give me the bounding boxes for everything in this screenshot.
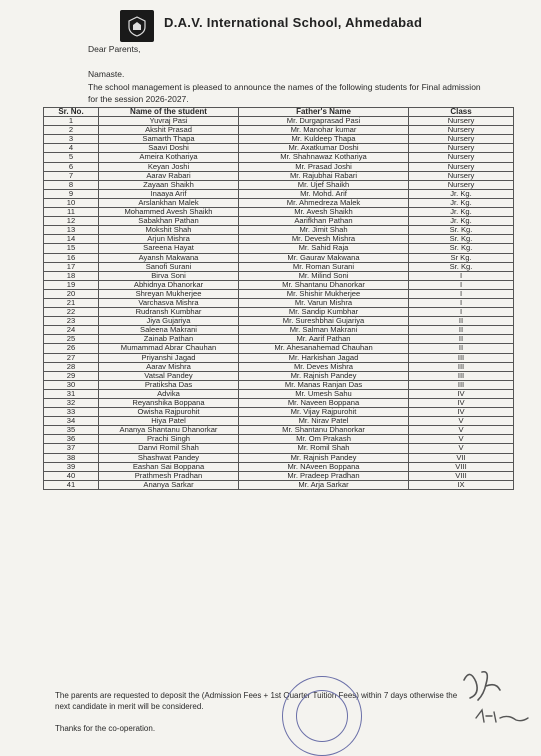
cell-class: Jr. Kg. bbox=[409, 189, 514, 198]
cell-student-name: Rudransh Kumbhar bbox=[99, 308, 239, 317]
table-row bbox=[44, 399, 514, 408]
cell-class: I bbox=[409, 308, 514, 317]
table-row bbox=[44, 389, 514, 398]
cell-student-name: Danvi Romil Shah bbox=[99, 444, 239, 453]
school-stamp bbox=[282, 676, 362, 756]
cell-student-name: Yuvraj Pasi bbox=[99, 117, 239, 126]
cell-student-name: Arjun Mishra bbox=[99, 235, 239, 244]
cell-student-name: Ananya Shantanu Dhanorkar bbox=[99, 426, 239, 435]
cell-class: V bbox=[409, 444, 514, 453]
cell-sr-no: 12 bbox=[44, 217, 99, 226]
header-sr-no: Sr. No. bbox=[44, 108, 99, 117]
cell-father-name: Mr. Rajnish Pandey bbox=[239, 371, 409, 380]
cell-father-name: Mr. Kuldeep Thapa bbox=[239, 135, 409, 144]
cell-student-name: Priyanshi Jagad bbox=[99, 353, 239, 362]
cell-sr-no: 6 bbox=[44, 162, 99, 171]
cell-father-name: Mr. Ahesanahemad Chauhan bbox=[239, 344, 409, 353]
cell-student-name: Sabakhan Pathan bbox=[99, 217, 239, 226]
cell-class: Jr. Kg. bbox=[409, 198, 514, 207]
cell-father-name: Mr. Manohar kumar bbox=[239, 126, 409, 135]
cell-class: II bbox=[409, 344, 514, 353]
cell-father-name: Mr. Salman Makrani bbox=[239, 326, 409, 335]
table-row bbox=[44, 335, 514, 344]
cell-father-name: Mr. Romil Shah bbox=[239, 444, 409, 453]
cell-sr-no: 30 bbox=[44, 380, 99, 389]
cell-sr-no: 26 bbox=[44, 344, 99, 353]
cell-student-name: Keyan Joshi bbox=[99, 162, 239, 171]
cell-class: VIII bbox=[409, 462, 514, 471]
cell-sr-no: 33 bbox=[44, 408, 99, 417]
table-row bbox=[44, 380, 514, 389]
cell-class: Nursery bbox=[409, 117, 514, 126]
table-row bbox=[44, 235, 514, 244]
cell-sr-no: 13 bbox=[44, 226, 99, 235]
cell-class: Sr. Kg. bbox=[409, 226, 514, 235]
greeting: Namaste. bbox=[88, 69, 125, 79]
cell-sr-no: 40 bbox=[44, 471, 99, 480]
cell-father-name: Mr. Manas Ranjan Das bbox=[239, 380, 409, 389]
cell-father-name: Mr. Sureshbhai Gujariya bbox=[239, 317, 409, 326]
table-row bbox=[44, 171, 514, 180]
cell-class: V bbox=[409, 417, 514, 426]
cell-sr-no: 24 bbox=[44, 326, 99, 335]
cell-class: IV bbox=[409, 399, 514, 408]
cell-student-name: Shashwat Pandey bbox=[99, 453, 239, 462]
cell-sr-no: 1 bbox=[44, 117, 99, 126]
cell-sr-no: 29 bbox=[44, 371, 99, 380]
cell-father-name: Mr. Om Prakash bbox=[239, 435, 409, 444]
cell-student-name: Ameira Kothariya bbox=[99, 153, 239, 162]
cell-father-name: Mr. Deves Mishra bbox=[239, 362, 409, 371]
cell-sr-no: 23 bbox=[44, 317, 99, 326]
cell-father-name: Mr. Nirav Patel bbox=[239, 417, 409, 426]
cell-sr-no: 36 bbox=[44, 435, 99, 444]
table-row bbox=[44, 462, 514, 471]
cell-student-name: Zainab Pathan bbox=[99, 335, 239, 344]
cell-class: IV bbox=[409, 389, 514, 398]
cell-father-name: Mr. Rajnish Pandey bbox=[239, 453, 409, 462]
table-row bbox=[44, 435, 514, 444]
table-row bbox=[44, 144, 514, 153]
cell-class: I bbox=[409, 280, 514, 289]
cell-sr-no: 21 bbox=[44, 298, 99, 307]
table-row bbox=[44, 344, 514, 353]
cell-sr-no: 7 bbox=[44, 171, 99, 180]
cell-student-name: Akshit Prasad bbox=[99, 126, 239, 135]
cell-student-name: Sareena Hayat bbox=[99, 244, 239, 253]
cell-father-name: Mr. Shahnawaz Kothariya bbox=[239, 153, 409, 162]
cell-student-name: Mokshit Shah bbox=[99, 226, 239, 235]
table-body bbox=[44, 117, 514, 490]
cell-father-name: Mr. Devesh Mishra bbox=[239, 235, 409, 244]
cell-student-name: Aarav Rabari bbox=[99, 171, 239, 180]
cell-father-name: Mr. Gaurav Makwana bbox=[239, 253, 409, 262]
header-class: Class bbox=[409, 108, 514, 117]
cell-class: VIII bbox=[409, 471, 514, 480]
table-header-row bbox=[44, 108, 514, 117]
cell-student-name: Mumammad Abrar Chauhan bbox=[99, 344, 239, 353]
intro-paragraph: The school management is pleased to announce the names of the following students for Final admission for the session 2026-2027. bbox=[88, 82, 481, 104]
table-row bbox=[44, 317, 514, 326]
thanks-line: Thanks for the co-operation. bbox=[55, 724, 156, 733]
table-row bbox=[44, 244, 514, 253]
students-table bbox=[43, 107, 514, 490]
cell-class: III bbox=[409, 353, 514, 362]
table-row bbox=[44, 408, 514, 417]
cell-class: IV bbox=[409, 408, 514, 417]
cell-sr-no: 19 bbox=[44, 280, 99, 289]
table-row bbox=[44, 217, 514, 226]
cell-student-name: Samarth Thapa bbox=[99, 135, 239, 144]
cell-sr-no: 34 bbox=[44, 417, 99, 426]
cell-sr-no: 38 bbox=[44, 453, 99, 462]
table-row bbox=[44, 135, 514, 144]
cell-student-name: Arslankhan Malek bbox=[99, 198, 239, 207]
cell-class: III bbox=[409, 362, 514, 371]
cell-sr-no: 8 bbox=[44, 180, 99, 189]
cell-father-name: Mr. Axatkumar Doshi bbox=[239, 144, 409, 153]
cell-student-name: Mohammed Avesh Shaikh bbox=[99, 208, 239, 217]
cell-father-name: Mr. Rajubhai Rabari bbox=[239, 171, 409, 180]
cell-father-name: Mr. Prasad Joshi bbox=[239, 162, 409, 171]
table-row bbox=[44, 289, 514, 298]
cell-student-name: Hiya Patel bbox=[99, 417, 239, 426]
cell-class: Sr. Kg. bbox=[409, 244, 514, 253]
table-row bbox=[44, 326, 514, 335]
cell-student-name: Saleena Makrani bbox=[99, 326, 239, 335]
header-student-name: Name of the student bbox=[99, 108, 239, 117]
cell-student-name: Eashan Sai Boppana bbox=[99, 462, 239, 471]
school-name: D.A.V. International School, Ahmedabad bbox=[164, 15, 423, 30]
cell-class: Nursery bbox=[409, 153, 514, 162]
cell-student-name: Shreyan Mukherjee bbox=[99, 289, 239, 298]
cell-sr-no: 20 bbox=[44, 289, 99, 298]
cell-father-name: Mr. Arja Sarkar bbox=[239, 480, 409, 489]
cell-class: II bbox=[409, 335, 514, 344]
cell-father-name: Mr. Harkishan Jagad bbox=[239, 353, 409, 362]
cell-class: I bbox=[409, 271, 514, 280]
cell-student-name: Pratiksha Das bbox=[99, 380, 239, 389]
table-row bbox=[44, 426, 514, 435]
table-row bbox=[44, 226, 514, 235]
cell-sr-no: 14 bbox=[44, 235, 99, 244]
cell-father-name: Mr. Umesh Sahu bbox=[239, 389, 409, 398]
table-row bbox=[44, 162, 514, 171]
table-row bbox=[44, 180, 514, 189]
cell-sr-no: 11 bbox=[44, 208, 99, 217]
signature-icon bbox=[456, 660, 536, 740]
cell-student-name: Advika bbox=[99, 389, 239, 398]
table-row bbox=[44, 308, 514, 317]
fee-deposit-note: The parents are requested to deposit the (Admission Fees + 1st Quarter Tuition Fees) within 7 days otherwise the next candidate in merit will be considered. bbox=[55, 691, 458, 711]
cell-student-name: Zayaan Shaikh bbox=[99, 180, 239, 189]
cell-sr-no: 39 bbox=[44, 462, 99, 471]
table-row bbox=[44, 453, 514, 462]
cell-sr-no: 15 bbox=[44, 244, 99, 253]
cell-class: Nursery bbox=[409, 171, 514, 180]
cell-father-name: Mr. Jimit Shah bbox=[239, 226, 409, 235]
cell-class: Sr Kg. bbox=[409, 253, 514, 262]
cell-student-name: Ayansh Makwana bbox=[99, 253, 239, 262]
cell-father-name: Mr. Roman Surani bbox=[239, 262, 409, 271]
cell-sr-no: 25 bbox=[44, 335, 99, 344]
cell-student-name: Ananya Sarkar bbox=[99, 480, 239, 489]
cell-father-name: Mr. Shishir Mukherjee bbox=[239, 289, 409, 298]
cell-class: VII bbox=[409, 453, 514, 462]
cell-sr-no: 2 bbox=[44, 126, 99, 135]
cell-class: V bbox=[409, 426, 514, 435]
cell-class: Jr. Kg. bbox=[409, 217, 514, 226]
cell-student-name: Abhidnya Dhanorkar bbox=[99, 280, 239, 289]
cell-class: I bbox=[409, 289, 514, 298]
cell-class: I bbox=[409, 298, 514, 307]
cell-sr-no: 18 bbox=[44, 271, 99, 280]
cell-father-name: Mr. Shantanu Dhanorkar bbox=[239, 280, 409, 289]
cell-father-name: Mr. Mohd. Arif bbox=[239, 189, 409, 198]
cell-student-name: Vatsal Pandey bbox=[99, 371, 239, 380]
cell-sr-no: 22 bbox=[44, 308, 99, 317]
table-row bbox=[44, 117, 514, 126]
cell-student-name: Prathmesh Pradhan bbox=[99, 471, 239, 480]
cell-father-name: Mr. Milind Soni bbox=[239, 271, 409, 280]
cell-sr-no: 31 bbox=[44, 389, 99, 398]
cell-father-name: Mr. Sahid Raja bbox=[239, 244, 409, 253]
cell-sr-no: 10 bbox=[44, 198, 99, 207]
cell-sr-no: 32 bbox=[44, 399, 99, 408]
cell-class: II bbox=[409, 326, 514, 335]
table-row bbox=[44, 417, 514, 426]
cell-student-name: Varchasva Mishra bbox=[99, 298, 239, 307]
cell-father-name: Aarifkhan Pathan bbox=[239, 217, 409, 226]
cell-student-name: Saavi Doshi bbox=[99, 144, 239, 153]
table-row bbox=[44, 208, 514, 217]
cell-sr-no: 35 bbox=[44, 426, 99, 435]
cell-father-name: Mr. Durgaprasad Pasi bbox=[239, 117, 409, 126]
table-row bbox=[44, 362, 514, 371]
table-row bbox=[44, 353, 514, 362]
table-row bbox=[44, 371, 514, 380]
cell-sr-no: 17 bbox=[44, 262, 99, 271]
cell-class: Nursery bbox=[409, 135, 514, 144]
cell-sr-no: 41 bbox=[44, 480, 99, 489]
cell-class: IX bbox=[409, 480, 514, 489]
cell-sr-no: 9 bbox=[44, 189, 99, 198]
cell-sr-no: 4 bbox=[44, 144, 99, 153]
cell-class: II bbox=[409, 317, 514, 326]
cell-sr-no: 37 bbox=[44, 444, 99, 453]
cell-father-name: Mr. Vijay Rajpurohit bbox=[239, 408, 409, 417]
cell-sr-no: 28 bbox=[44, 362, 99, 371]
cell-sr-no: 3 bbox=[44, 135, 99, 144]
cell-father-name: Mr. Pradeep Pradhan bbox=[239, 471, 409, 480]
cell-sr-no: 16 bbox=[44, 253, 99, 262]
cell-class: Nursery bbox=[409, 162, 514, 171]
cell-sr-no: 27 bbox=[44, 353, 99, 362]
table-row bbox=[44, 189, 514, 198]
header-father-name: Father's Name bbox=[239, 108, 409, 117]
school-logo-icon bbox=[120, 10, 154, 42]
table-row bbox=[44, 153, 514, 162]
cell-class: Nursery bbox=[409, 180, 514, 189]
cell-father-name: Mr. Shantanu Dhanorkar bbox=[239, 426, 409, 435]
cell-class: Nursery bbox=[409, 144, 514, 153]
salutation: Dear Parents, bbox=[88, 44, 141, 54]
table-row bbox=[44, 126, 514, 135]
stamp-inner-ring bbox=[296, 690, 348, 742]
cell-class: III bbox=[409, 371, 514, 380]
table-row bbox=[44, 198, 514, 207]
cell-student-name: Owisha Rajpurohit bbox=[99, 408, 239, 417]
table-row bbox=[44, 471, 514, 480]
cell-father-name: Mr. Avesh Shaikh bbox=[239, 208, 409, 217]
table-row bbox=[44, 253, 514, 262]
cell-father-name: Mr. NAveen Boppana bbox=[239, 462, 409, 471]
cell-student-name: Birva Soni bbox=[99, 271, 239, 280]
cell-class: III bbox=[409, 380, 514, 389]
cell-class: Nursery bbox=[409, 126, 514, 135]
table-row bbox=[44, 444, 514, 453]
cell-class: Sr. Kg. bbox=[409, 262, 514, 271]
table-row bbox=[44, 480, 514, 489]
cell-class: Sr. Kg. bbox=[409, 235, 514, 244]
cell-father-name: Mr. Sandip Kumbhar bbox=[239, 308, 409, 317]
cell-class: Jr. Kg. bbox=[409, 208, 514, 217]
table-row bbox=[44, 298, 514, 307]
cell-father-name: Mr. Varun Mishra bbox=[239, 298, 409, 307]
cell-student-name: Sanofi Surani bbox=[99, 262, 239, 271]
cell-student-name: Aarav Mishra bbox=[99, 362, 239, 371]
cell-student-name: Reyanshika Boppana bbox=[99, 399, 239, 408]
cell-father-name: Mr. Aarif Pathan bbox=[239, 335, 409, 344]
cell-father-name: Mr. Naveen Boppana bbox=[239, 399, 409, 408]
cell-father-name: Mr. Ujef Shaikh bbox=[239, 180, 409, 189]
cell-class: V bbox=[409, 435, 514, 444]
cell-student-name: Inaaya Arif bbox=[99, 189, 239, 198]
cell-sr-no: 5 bbox=[44, 153, 99, 162]
table-row bbox=[44, 280, 514, 289]
cell-student-name: Prachi Singh bbox=[99, 435, 239, 444]
cell-student-name: Jiya Gujariya bbox=[99, 317, 239, 326]
table-row bbox=[44, 262, 514, 271]
table-row bbox=[44, 271, 514, 280]
cell-father-name: Mr. Ahmedreza Malek bbox=[239, 198, 409, 207]
